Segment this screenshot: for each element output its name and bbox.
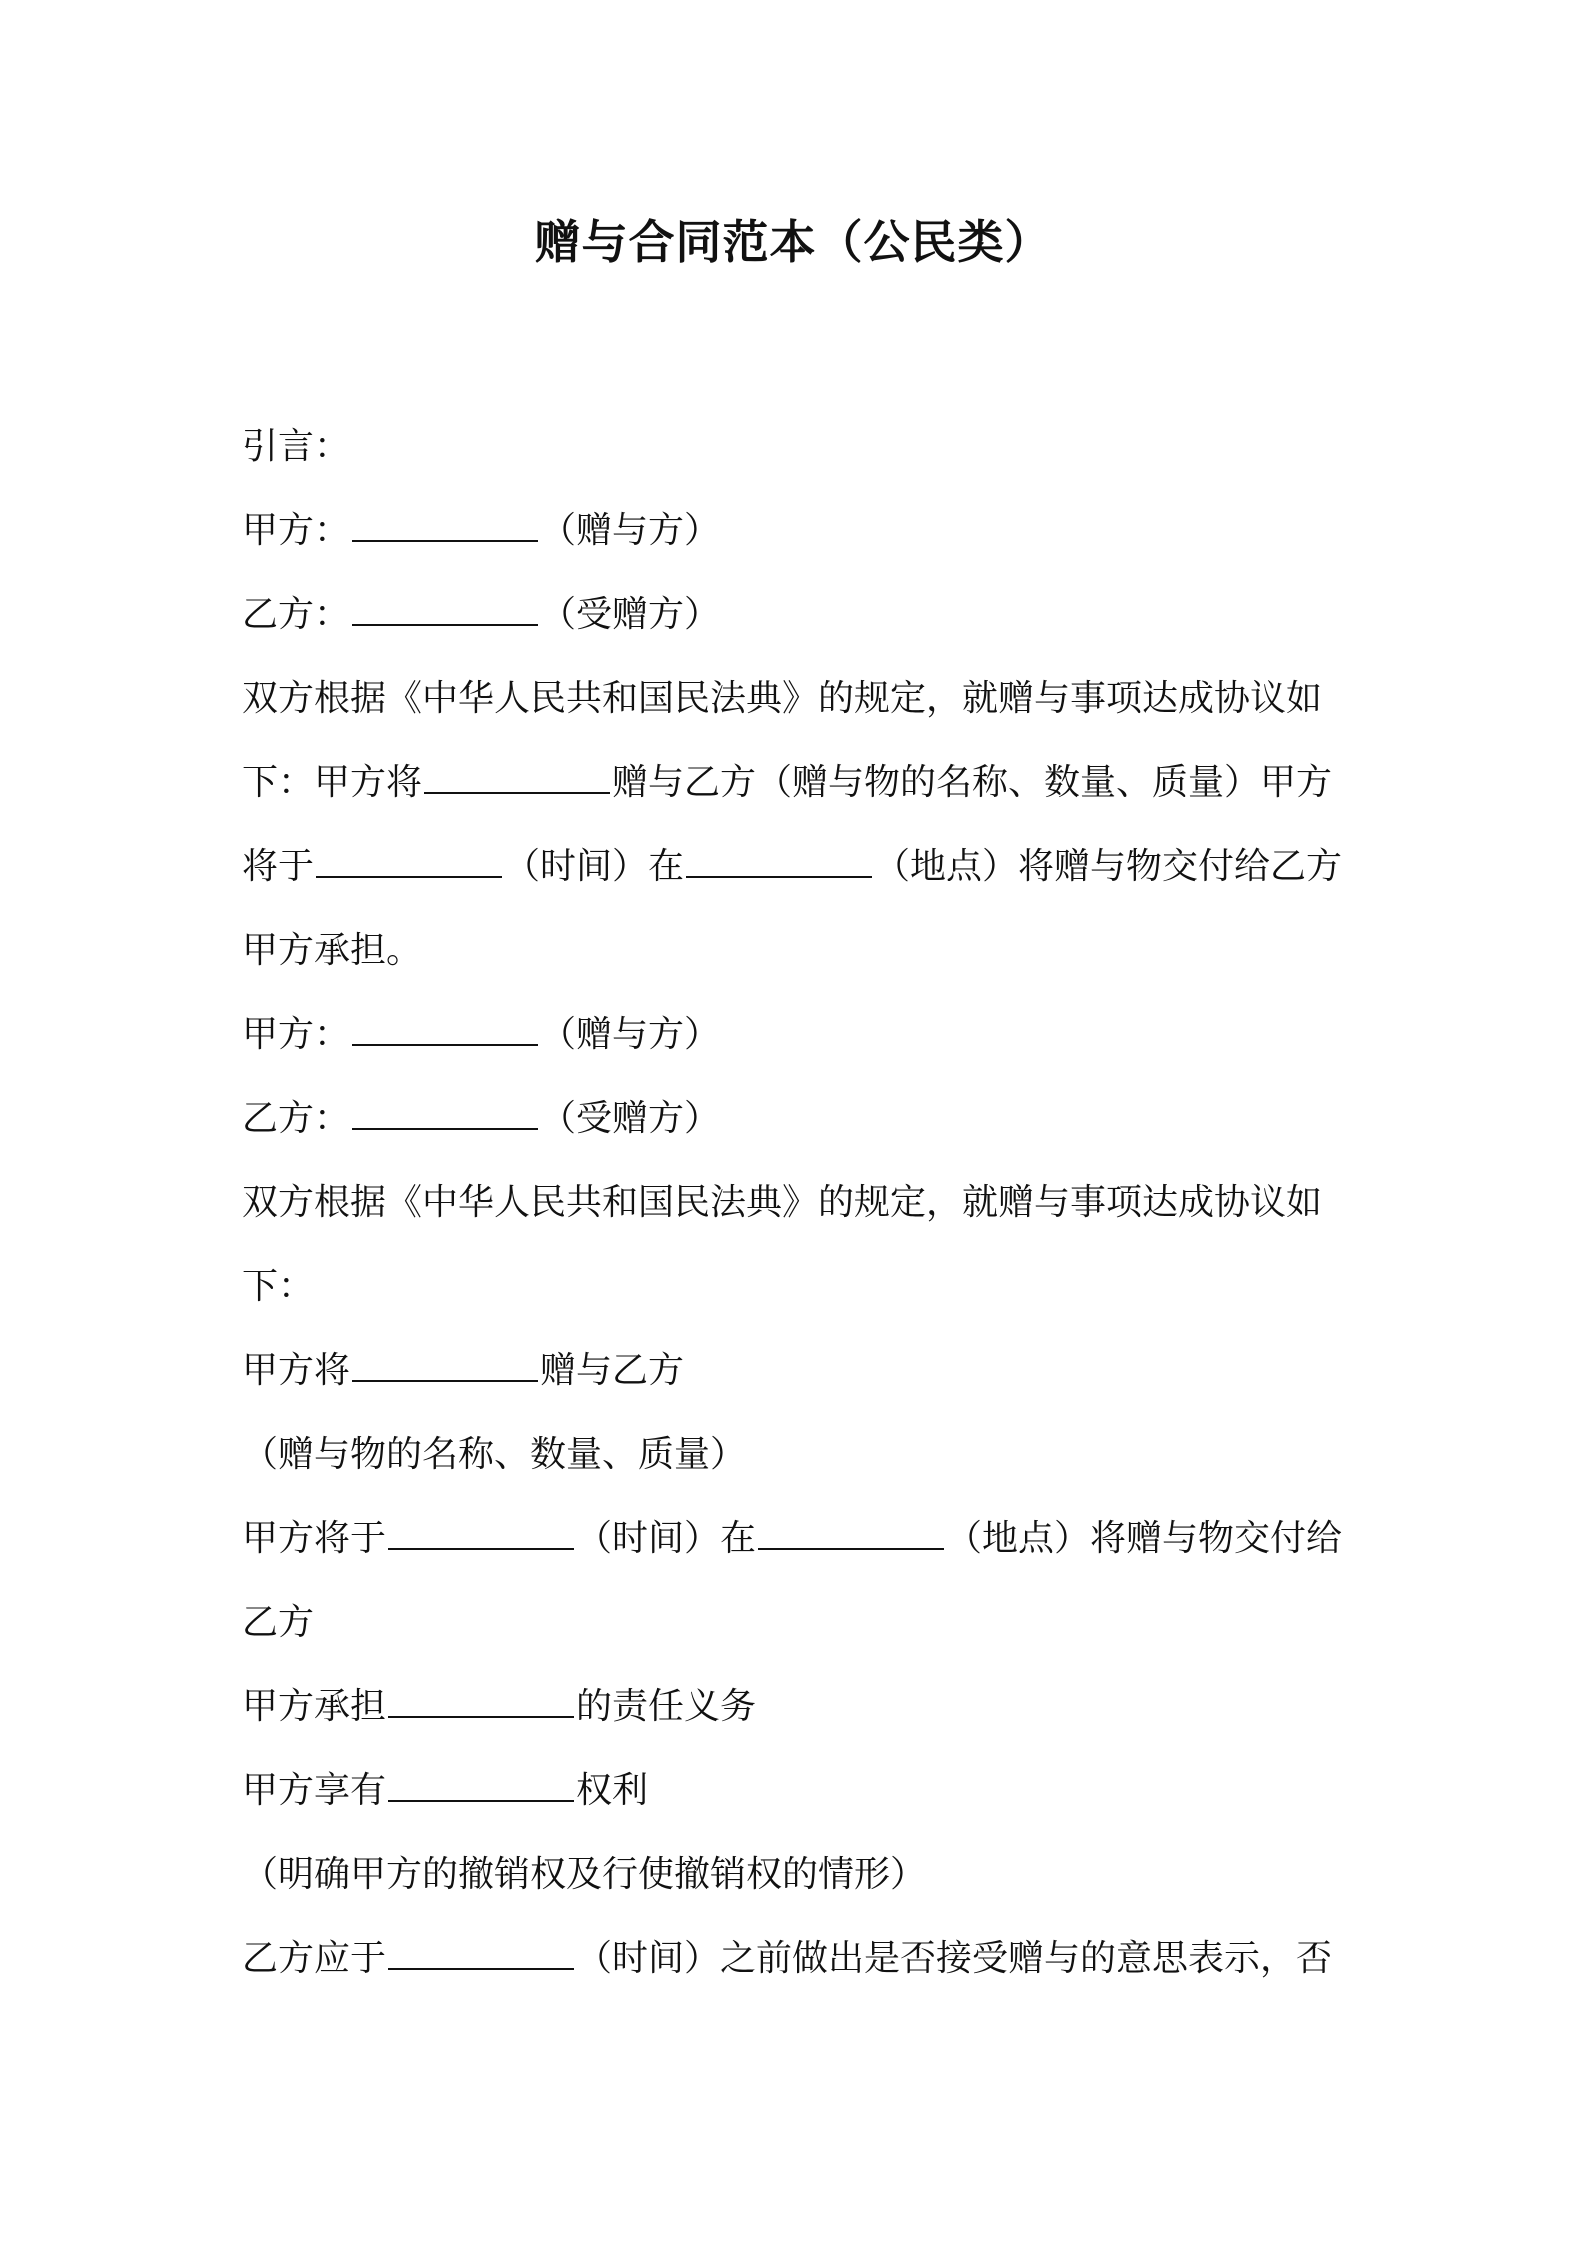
fill-in-blank	[352, 1352, 538, 1382]
line-text: 赠与乙方	[540, 1350, 685, 1391]
document-line	[242, 405, 1362, 489]
document-line	[242, 741, 1362, 825]
line-text: 乙方	[242, 1602, 315, 1643]
document-line	[242, 573, 1362, 657]
document-line	[242, 1749, 1362, 1833]
fill-in-blank	[352, 512, 538, 542]
line-text: （时间）之前做出是否接受赠与的意思表示，否	[576, 1938, 1333, 1979]
fill-in-blank	[352, 596, 538, 626]
document-line	[242, 909, 1362, 993]
line-text: 甲方：	[242, 510, 351, 551]
line-text: （赠与方）	[540, 1014, 721, 1055]
document-line	[242, 657, 1362, 741]
line-text: 双方根据《中华人民共和国民法典》的规定，就赠与事项达成协议如	[242, 678, 1323, 719]
document-line	[242, 1077, 1362, 1161]
document-line	[242, 1413, 1362, 1497]
line-text: 甲方承担。	[242, 930, 423, 971]
fill-in-blank	[424, 764, 610, 794]
line-text: 甲方：	[242, 1014, 351, 1055]
fill-in-blank	[352, 1016, 538, 1046]
line-text: 乙方应于	[242, 1938, 387, 1979]
document-line	[242, 825, 1362, 909]
fill-in-blank	[316, 848, 502, 878]
line-text: 下：甲方将	[242, 762, 423, 803]
line-text: 的责任义务	[576, 1686, 757, 1727]
line-text: 甲方享有	[242, 1770, 387, 1811]
line-text: 下：	[242, 1266, 315, 1307]
line-text: 甲方承担	[242, 1686, 387, 1727]
document-body	[242, 405, 1362, 2001]
line-text: 引言：	[242, 426, 351, 467]
line-text: （地点）将赠与物交付给乙方	[874, 846, 1343, 887]
document-line	[242, 1833, 1362, 1917]
line-text: （受赠方）	[540, 594, 721, 635]
document-line	[242, 993, 1362, 1077]
document-line	[242, 1581, 1362, 1665]
fill-in-blank	[352, 1100, 538, 1130]
line-text: 乙方：	[242, 1098, 351, 1139]
fill-in-blank	[388, 1772, 574, 1802]
fill-in-blank	[388, 1520, 574, 1550]
document-line	[242, 1665, 1362, 1749]
document-line	[242, 1245, 1362, 1329]
document-title: 赠与合同范本（公民类）	[534, 215, 1052, 269]
line-text: （地点）将赠与物交付给	[946, 1518, 1343, 1559]
document-line	[242, 1497, 1362, 1581]
line-text: （时间）在	[504, 846, 685, 887]
line-text: 双方根据《中华人民共和国民法典》的规定，就赠与事项达成协议如	[242, 1182, 1323, 1223]
line-text: 甲方将	[242, 1350, 351, 1391]
line-text: （时间）在	[576, 1518, 757, 1559]
line-text: 甲方将于	[242, 1518, 387, 1559]
line-text: 权利	[576, 1770, 649, 1811]
line-text: （受赠方）	[540, 1098, 721, 1139]
document-line	[242, 1161, 1362, 1245]
document-line	[242, 489, 1362, 573]
line-text: （赠与物的名称、数量、质量）	[242, 1434, 747, 1475]
fill-in-blank	[758, 1520, 944, 1550]
line-text: 将于	[242, 846, 315, 887]
line-text: （赠与方）	[540, 510, 721, 551]
fill-in-blank	[388, 1688, 574, 1718]
document-line	[242, 1329, 1362, 1413]
line-text: （明确甲方的撤销权及行使撤销权的情形）	[242, 1854, 927, 1895]
fill-in-blank	[388, 1940, 574, 1970]
line-text: 赠与乙方（赠与物的名称、数量、质量）甲方	[612, 762, 1333, 803]
line-text: 乙方：	[242, 594, 351, 635]
fill-in-blank	[686, 848, 872, 878]
document-line	[242, 1917, 1362, 2001]
